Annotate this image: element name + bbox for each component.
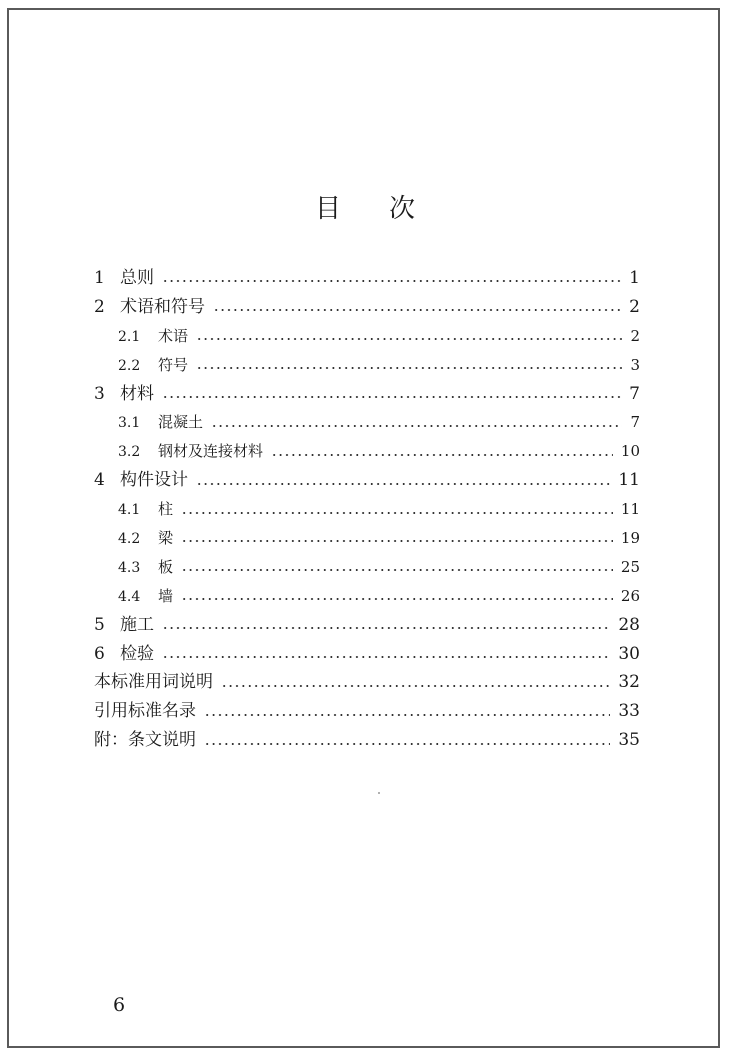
toc-entry[interactable] [94,495,640,524]
toc-entry[interactable] [94,351,640,380]
dot-leader [181,598,613,600]
toc-entry[interactable] [94,293,640,322]
dot-leader [162,656,610,658]
toc-entry[interactable] [94,553,640,582]
toc-entry-page: 25 [620,557,640,576]
toc-entry-label: 柱 [158,500,174,519]
toc-entry[interactable] [94,380,640,409]
toc-entry[interactable] [94,264,640,293]
dot-leader [181,569,613,571]
toc-entry[interactable] [94,668,640,697]
toc-entry-number: 1 [94,268,105,288]
toc-entry-label: 附：条文说明 [94,730,196,751]
dot-leader [196,338,622,340]
toc-entry-label: 混凝土 [158,413,204,432]
dot-leader [204,714,610,716]
toc-entry[interactable] [94,322,640,351]
toc-entry-page: 35 [618,730,640,751]
dot-leader [221,685,610,687]
toc-entry-number: 2.2 [118,357,141,374]
dot-leader [211,425,622,427]
toc-entry-label: 引用标准名录 [94,701,196,722]
toc-entry[interactable] [94,726,640,755]
toc-entry-label: 本标准用词说明 [94,672,213,693]
toc-entry-label: 梁 [158,529,174,548]
dot-leader [181,512,613,514]
toc-entry-page: 7 [630,413,640,432]
toc-entry-page: 32 [618,672,640,693]
dot-leader [181,540,613,542]
toc-entry-number: 3.1 [118,415,141,432]
toc-entry-label: 钢材及连接材料 [158,442,264,461]
toc-entry-number: 4.1 [118,502,141,519]
toc-entry[interactable] [94,466,640,495]
table-of-contents [94,264,640,755]
dot-leader [213,309,621,311]
dot-leader [162,396,621,398]
toc-entry-page: 7 [629,383,640,404]
dot-leader [196,483,610,485]
toc-entry-label: 术语 [158,326,189,345]
toc-entry[interactable] [94,640,640,669]
dot-leader [271,454,613,456]
toc-entry-page: 19 [620,529,640,548]
toc-entry-number: 4.3 [118,559,141,576]
toc-entry-number: 4.2 [118,531,141,548]
toc-entry-page: 28 [618,614,640,635]
toc-entry-label: 构件设计 [120,470,188,491]
toc-entry-page: 33 [618,701,640,722]
toc-entry-number: 5 [94,614,105,635]
toc-entry-label: 材料 [120,383,154,404]
toc-entry-page: 2 [630,326,640,345]
toc-entry-label: 符号 [158,355,189,374]
toc-entry-number: 2.1 [118,328,141,345]
page-title [0,188,730,225]
toc-entry-number: 3 [94,383,105,404]
page-number: 6 [113,994,126,1016]
toc-entry-page: 26 [620,586,640,605]
toc-entry-page: 11 [618,470,640,491]
toc-entry-number: 3.2 [118,444,141,461]
toc-entry-label: 板 [158,557,174,576]
toc-entry[interactable] [94,437,640,466]
toc-entry-page: 30 [618,643,640,664]
toc-entry-page: 2 [629,296,640,317]
toc-entry-number: 6 [94,643,105,664]
toc-entry[interactable] [94,582,640,611]
title-char: 次 [389,194,416,224]
toc-entry-number: 2 [94,296,105,317]
toc-entry[interactable] [94,697,640,726]
dot-leader [204,743,610,745]
dot-leader [196,367,622,369]
toc-entry-page: 1 [629,268,640,288]
toc-entry-label: 墙 [158,586,174,605]
toc-entry-number: 4 [94,470,105,491]
toc-entry-page: 3 [630,355,640,374]
title-char: 目 [314,194,341,224]
toc-entry[interactable] [94,611,640,640]
toc-entry-page: 10 [620,442,640,461]
toc-entry[interactable] [94,408,640,437]
toc-entry-label: 施工 [120,614,154,635]
toc-entry-number: 4.4 [118,588,141,605]
toc-entry[interactable] [94,524,640,553]
dot-leader [162,627,610,629]
toc-entry-label: 总则 [120,268,154,288]
scan-speck [378,792,380,794]
toc-entry-label: 检验 [120,643,154,664]
toc-entry-page: 11 [620,500,640,519]
dot-leader [162,280,621,282]
toc-entry-label: 术语和符号 [120,296,205,317]
